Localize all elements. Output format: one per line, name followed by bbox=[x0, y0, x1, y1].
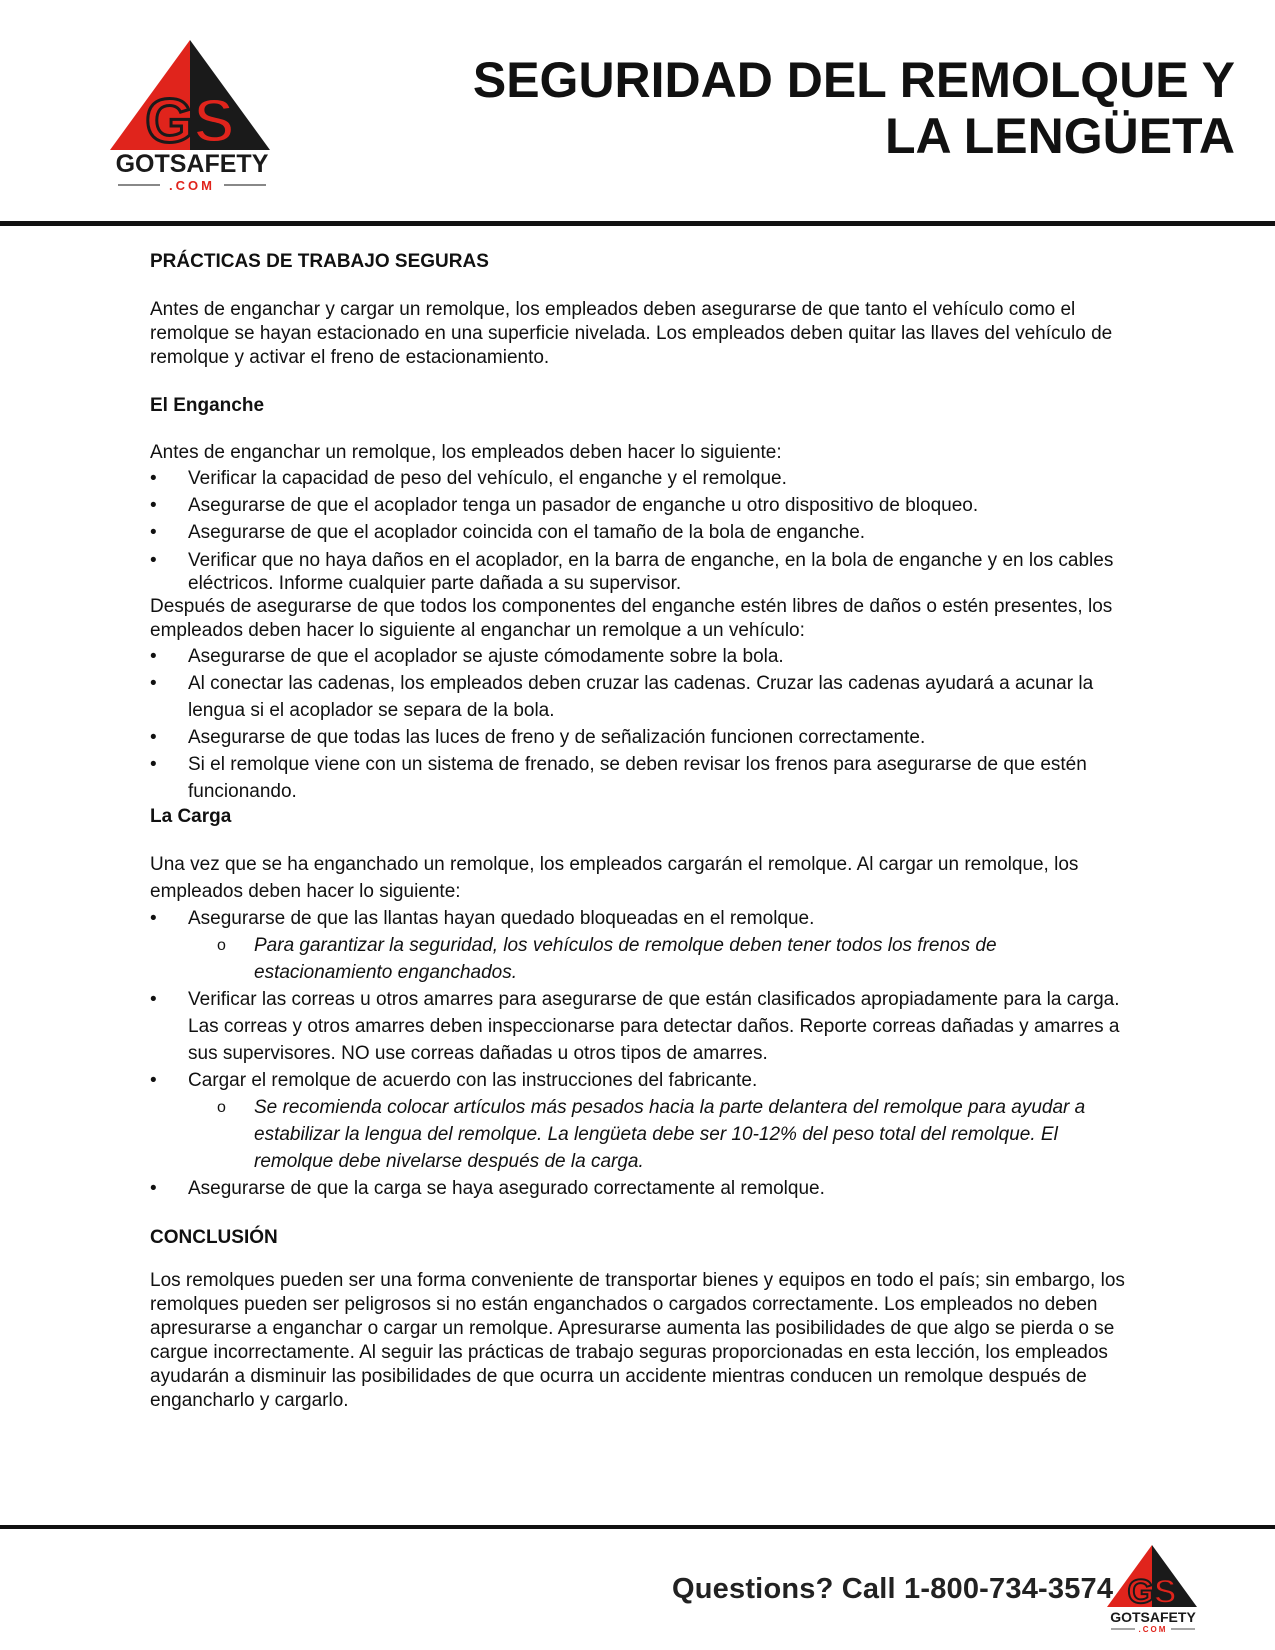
footer-divider bbox=[0, 1525, 1275, 1529]
list-item: • Asegurarse de que el acoplador tenga un pasador de enganche u otro dispositivo de bloqueo. bbox=[150, 492, 1130, 519]
load-checklist-continued bbox=[150, 986, 1130, 1094]
footer-phone-text: Questions? Call 1-800-734-3574 bbox=[672, 1573, 1114, 1605]
list-item: • Verificar que no haya daños en el acoplador, en la barra de enganche, en la bola de enganche y en los cables eléctricos. Informe cualquier parte dañada a su supervisor. bbox=[150, 549, 1130, 595]
list-item: • Cargar el remolque de acuerdo con las instrucciones del fabricante. bbox=[150, 1067, 1130, 1094]
list-item: • Verificar las correas u otros amarres para asegurarse de que están clasificados apropiadamente para la carga. Las correas y otros amarres deben inspeccionarse para detectar daños. Reporte correas dañadas y amarres a sus supervisores. NO use correas dañadas u otros tipos de amarres. bbox=[150, 986, 1130, 1067]
conclusion-paragraph: Los remolques pueden ser una forma conveniente de transportar bienes y equipos en todo el país; sin embargo, los remolques pueden ser peligrosos si no están enganchados o cargados correctamente. Los empleados no deben apresurarse a enganchar o cargar un remolque. Apresurarse aumenta las posibilidades de que algo se pierda o se cargue incorrectamente. Al seguir las prácticas de trabajo seguras proporcionadas en esta lección, los empleados ayudarán a disminuir las posibilidades de que ocurra un accidente mientras conducen un remolque después de engancharlo y cargarlo. bbox=[150, 1270, 1125, 1411]
list-item: • Asegurarse de que todas las luces de freno y de señalización funcionen correctamente. bbox=[150, 724, 1130, 751]
gotsafety-logo bbox=[110, 38, 280, 194]
footer-logo-domain: .COM bbox=[1138, 1625, 1168, 1633]
list-item: • Al conectar las cadenas, los empleados deben cruzar las cadenas. Cruzar las cadenas ayudará a acunar la lengua si el acoplador se separa de la bola. bbox=[150, 670, 1130, 724]
load-checklist bbox=[150, 905, 1130, 932]
footer-logo-brand: GOTSAFETY bbox=[1110, 1609, 1196, 1625]
logo-domain: .COM bbox=[169, 178, 215, 193]
hitch-intro: Antes de enganchar un remolque, los empleados deben hacer lo siguiente: bbox=[150, 442, 782, 463]
load-intro: Una vez que se ha enganchado un remolque, los empleados cargarán el remolque. Al cargar un remolque, los empleados deben hacer lo siguiente: bbox=[150, 854, 1079, 902]
intro-paragraph: Antes de enganchar y cargar un remolque, los empleados deben asegurarse de que tanto el vehículo como el remolque se hayan estacionado en una superficie nivelada. Los empleados deben quitar las llaves del vehículo de remolque y activar el freno de estacionamiento. bbox=[150, 299, 1113, 368]
page-title-line1: SEGURIDAD DEL REMOLQUE Y bbox=[472, 52, 1235, 108]
sub-list-item: o Se recomienda colocar artículos más pesados hacia la parte delantera del remolque para ayudar a estabilizar la lengua del remolque. La lengüeta debe ser 10-12% del peso total del remolque. El remolque debe nivelarse después de la carga. bbox=[150, 1094, 1130, 1175]
section-heading-practices: PRÁCTICAS DE TRABAJO SEGURAS bbox=[150, 251, 489, 272]
footer-logo-letters: GS bbox=[1127, 1573, 1177, 1611]
list-item: • Asegurarse de que el acoplador se ajuste cómodamente sobre la bola. bbox=[150, 643, 1130, 670]
hitch-checklist bbox=[150, 465, 1130, 595]
page-title-line2: LA LENGÜETA bbox=[885, 108, 1235, 164]
list-item: • Asegurarse de que el acoplador coincida con el tamaño de la bola de enganche. bbox=[150, 519, 1130, 546]
hitch-middle-paragraph: Después de asegurarse de que todos los componentes del enganche estén libres de daños o estén presentes, los empleados deben hacer lo siguiente al enganchar un remolque a un vehículo: bbox=[150, 596, 1113, 641]
section-heading-conclusion: CONCLUSIÓN bbox=[150, 1227, 278, 1248]
list-item: • Verificar la capacidad de peso del vehículo, el enganche y el remolque. bbox=[150, 465, 1130, 492]
gotsafety-footer-logo bbox=[1107, 1543, 1202, 1633]
header-divider bbox=[0, 221, 1275, 226]
logo-letters: GS bbox=[145, 87, 235, 156]
list-item: • Si el remolque viene con un sistema de frenado, se deben revisar los frenos para asegurarse de que estén funcionando. bbox=[150, 751, 1130, 805]
load-sublist-1 bbox=[150, 932, 1130, 986]
page-title bbox=[415, 52, 1235, 164]
list-item: • Asegurarse de que la carga se haya asegurado correctamente al remolque. bbox=[150, 1175, 1130, 1202]
hitch-steps-list bbox=[150, 643, 1130, 805]
logo-brand: GOTSAFETY bbox=[115, 150, 269, 178]
document-body bbox=[150, 250, 1130, 1413]
section-heading-load: La Carga bbox=[150, 806, 232, 827]
load-checklist-final bbox=[150, 1175, 1130, 1202]
list-item: • Asegurarse de que las llantas hayan quedado bloqueadas en el remolque. bbox=[150, 905, 1130, 932]
load-sublist-2 bbox=[150, 1094, 1130, 1175]
sub-list-item: o Para garantizar la seguridad, los vehículos de remolque deben tener todos los frenos de estacionamiento enganchados. bbox=[150, 932, 1130, 986]
section-heading-hitch: El Enganche bbox=[150, 395, 265, 416]
